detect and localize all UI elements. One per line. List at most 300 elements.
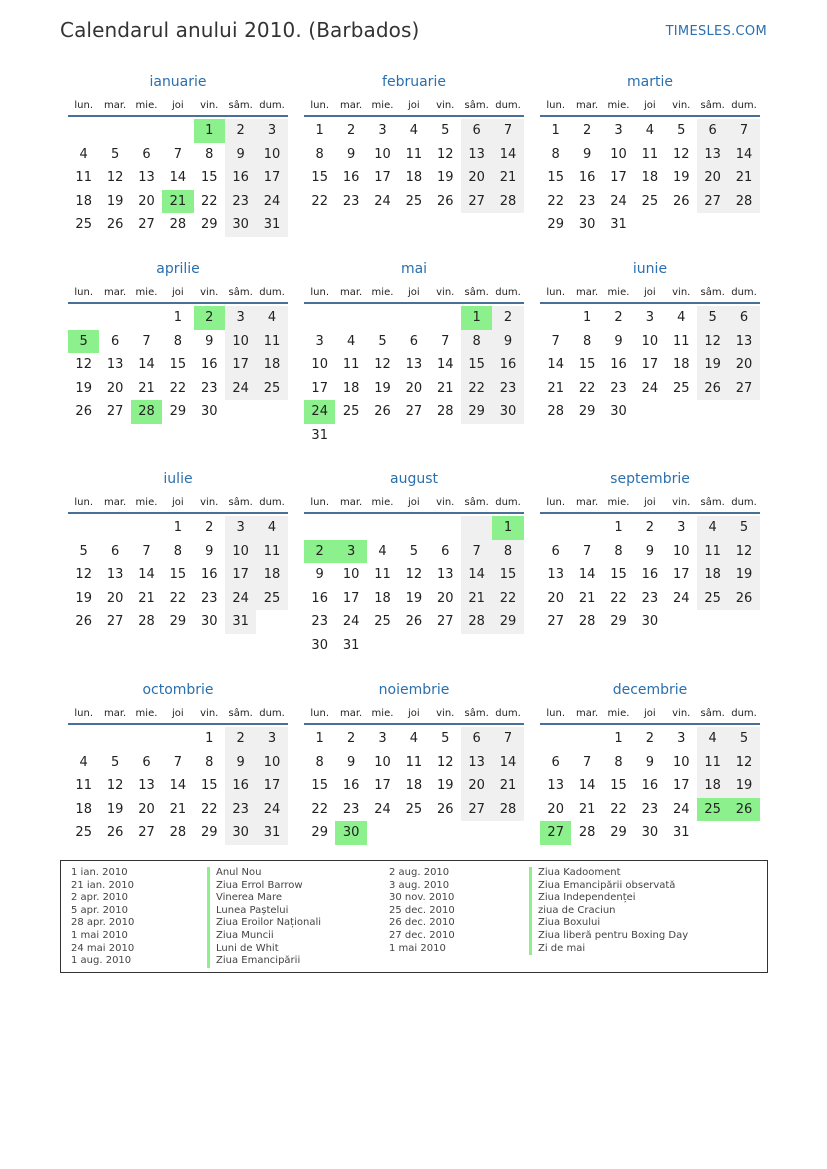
- day-cell[interactable]: 29: [610, 614, 627, 630]
- holiday-day-cell[interactable]: 2: [194, 306, 225, 330]
- holiday-day-cell[interactable]: 1: [194, 119, 225, 143]
- day-cell[interactable]: 11: [75, 778, 92, 794]
- day-cell[interactable]: 6: [551, 754, 560, 770]
- day-cell[interactable]: 9: [225, 751, 256, 775]
- day-cell[interactable]: 22: [547, 193, 564, 209]
- day-cell[interactable]: 3: [378, 123, 387, 138]
- day-cell[interactable]: 22: [200, 801, 218, 817]
- day-cell[interactable]: 29: [200, 825, 218, 841]
- day-cell[interactable]: 4: [79, 754, 88, 770]
- day-cell[interactable]: 20: [728, 353, 759, 377]
- day-cell[interactable]: 12: [697, 330, 728, 354]
- day-cell[interactable]: 30: [610, 404, 627, 420]
- day-cell[interactable]: 8: [173, 543, 182, 559]
- day-cell[interactable]: 6: [461, 119, 492, 143]
- day-cell[interactable]: 20: [461, 166, 492, 190]
- day-cell[interactable]: 10: [256, 751, 287, 775]
- day-cell[interactable]: 1: [173, 520, 182, 535]
- day-cell[interactable]: 14: [461, 563, 492, 587]
- day-cell[interactable]: 3: [225, 516, 256, 540]
- day-cell[interactable]: 30: [641, 825, 659, 841]
- day-cell[interactable]: 14: [436, 357, 454, 373]
- day-cell[interactable]: 25: [405, 193, 423, 209]
- day-cell[interactable]: 14: [578, 567, 596, 583]
- day-cell[interactable]: 21: [492, 166, 523, 190]
- holiday-day-cell[interactable]: 28: [131, 400, 162, 424]
- day-cell[interactable]: 6: [409, 333, 418, 349]
- day-cell[interactable]: 30: [200, 404, 218, 420]
- day-cell[interactable]: 3: [315, 333, 324, 349]
- day-cell[interactable]: 7: [173, 146, 182, 162]
- day-cell[interactable]: 6: [142, 754, 151, 770]
- day-cell[interactable]: 25: [641, 193, 659, 209]
- day-cell[interactable]: 20: [436, 590, 454, 606]
- day-cell[interactable]: 10: [342, 567, 360, 583]
- day-cell[interactable]: 12: [728, 540, 759, 564]
- day-cell[interactable]: 27: [106, 614, 124, 630]
- day-cell[interactable]: 22: [610, 801, 627, 817]
- day-cell[interactable]: 19: [75, 380, 92, 396]
- day-cell[interactable]: 26: [436, 801, 454, 817]
- day-cell[interactable]: 16: [225, 166, 256, 190]
- day-cell[interactable]: 8: [614, 754, 623, 770]
- day-cell[interactable]: 19: [374, 380, 391, 396]
- day-cell[interactable]: 15: [578, 357, 596, 373]
- day-cell[interactable]: 9: [205, 333, 214, 349]
- day-cell[interactable]: 26: [75, 614, 92, 630]
- day-cell[interactable]: 18: [672, 357, 690, 373]
- day-cell[interactable]: 31: [672, 825, 690, 841]
- day-cell[interactable]: 20: [547, 801, 564, 817]
- day-cell[interactable]: 16: [200, 357, 218, 373]
- holiday-day-cell[interactable]: 26: [728, 798, 759, 822]
- day-cell[interactable]: 29: [169, 614, 187, 630]
- day-cell[interactable]: 3: [378, 731, 387, 746]
- day-cell[interactable]: 14: [728, 143, 759, 167]
- day-cell[interactable]: 27: [728, 377, 759, 401]
- day-cell[interactable]: 22: [311, 193, 328, 209]
- day-cell[interactable]: 14: [169, 778, 187, 794]
- day-cell[interactable]: 15: [610, 778, 627, 794]
- day-cell[interactable]: 6: [728, 306, 759, 330]
- day-cell[interactable]: 13: [138, 778, 155, 794]
- day-cell[interactable]: 14: [169, 170, 187, 186]
- day-cell[interactable]: 10: [225, 330, 256, 354]
- day-cell[interactable]: 7: [551, 333, 560, 349]
- holiday-day-cell[interactable]: 1: [492, 516, 523, 540]
- day-cell[interactable]: 2: [346, 731, 356, 746]
- holiday-day-cell[interactable]: 25: [697, 798, 728, 822]
- day-cell[interactable]: 17: [225, 353, 256, 377]
- day-cell[interactable]: 26: [697, 377, 728, 401]
- day-cell[interactable]: 1: [315, 123, 324, 138]
- holiday-day-cell[interactable]: 30: [335, 821, 366, 845]
- holiday-day-cell[interactable]: 1: [461, 306, 492, 330]
- day-cell[interactable]: 10: [610, 146, 627, 162]
- day-cell[interactable]: 18: [641, 170, 659, 186]
- day-cell[interactable]: 25: [374, 614, 391, 630]
- day-cell[interactable]: 14: [578, 778, 596, 794]
- day-cell[interactable]: 20: [138, 801, 155, 817]
- day-cell[interactable]: 8: [492, 540, 523, 564]
- day-cell[interactable]: 17: [374, 778, 391, 794]
- day-cell[interactable]: 13: [138, 170, 155, 186]
- day-cell[interactable]: 11: [342, 357, 360, 373]
- day-cell[interactable]: 19: [405, 590, 423, 606]
- holiday-day-cell[interactable]: 3: [335, 540, 366, 564]
- day-cell[interactable]: 22: [311, 801, 328, 817]
- day-cell[interactable]: 8: [461, 330, 492, 354]
- day-cell[interactable]: 12: [75, 357, 92, 373]
- day-cell[interactable]: 5: [79, 543, 88, 559]
- day-cell[interactable]: 24: [256, 190, 287, 214]
- day-cell[interactable]: 16: [311, 590, 328, 606]
- day-cell[interactable]: 19: [728, 774, 759, 798]
- day-cell[interactable]: 16: [578, 170, 596, 186]
- day-cell[interactable]: 31: [256, 821, 287, 845]
- day-cell[interactable]: 21: [728, 166, 759, 190]
- day-cell[interactable]: 30: [200, 614, 218, 630]
- day-cell[interactable]: 5: [441, 123, 450, 138]
- day-cell[interactable]: 16: [641, 778, 659, 794]
- day-cell[interactable]: 11: [697, 751, 728, 775]
- day-cell[interactable]: 24: [672, 590, 690, 606]
- day-cell[interactable]: 2: [645, 520, 654, 535]
- day-cell[interactable]: 19: [106, 193, 124, 209]
- day-cell[interactable]: 22: [200, 193, 218, 209]
- day-cell[interactable]: 3: [614, 123, 623, 138]
- day-cell[interactable]: 10: [641, 333, 659, 349]
- day-cell[interactable]: 8: [315, 754, 324, 770]
- day-cell[interactable]: 4: [697, 516, 728, 540]
- day-cell[interactable]: 12: [106, 170, 124, 186]
- day-cell[interactable]: 9: [645, 543, 654, 559]
- day-cell[interactable]: 29: [311, 825, 328, 841]
- day-cell[interactable]: 23: [342, 801, 360, 817]
- day-cell[interactable]: 20: [547, 590, 564, 606]
- day-cell[interactable]: 30: [641, 614, 659, 630]
- day-cell[interactable]: 23: [200, 380, 218, 396]
- day-cell[interactable]: 28: [169, 217, 187, 233]
- day-cell[interactable]: 25: [405, 801, 423, 817]
- day-cell[interactable]: 18: [697, 563, 728, 587]
- day-cell[interactable]: 30: [225, 213, 256, 237]
- day-cell[interactable]: 6: [551, 543, 560, 559]
- day-cell[interactable]: 20: [461, 774, 492, 798]
- day-cell[interactable]: 15: [200, 778, 218, 794]
- day-cell[interactable]: 31: [311, 427, 328, 443]
- day-cell[interactable]: 8: [173, 333, 182, 349]
- day-cell[interactable]: 31: [610, 217, 627, 233]
- day-cell[interactable]: 10: [311, 357, 328, 373]
- day-cell[interactable]: 17: [641, 357, 659, 373]
- day-cell[interactable]: 1: [614, 731, 623, 746]
- day-cell[interactable]: 1: [551, 123, 560, 138]
- day-cell[interactable]: 18: [405, 170, 423, 186]
- day-cell[interactable]: 23: [641, 801, 659, 817]
- day-cell[interactable]: 23: [342, 193, 360, 209]
- day-cell[interactable]: 4: [256, 306, 287, 330]
- day-cell[interactable]: 8: [205, 146, 214, 162]
- day-cell[interactable]: 2: [225, 727, 256, 751]
- day-cell[interactable]: 6: [461, 727, 492, 751]
- day-cell[interactable]: 15: [169, 357, 187, 373]
- day-cell[interactable]: 6: [142, 146, 151, 162]
- day-cell[interactable]: 24: [374, 801, 391, 817]
- day-cell[interactable]: 21: [169, 801, 187, 817]
- day-cell[interactable]: 30: [492, 400, 523, 424]
- day-cell[interactable]: 27: [697, 190, 728, 214]
- day-cell[interactable]: 13: [436, 567, 454, 583]
- day-cell[interactable]: 2: [346, 123, 356, 138]
- day-cell[interactable]: 11: [256, 540, 287, 564]
- day-cell[interactable]: 19: [75, 590, 92, 606]
- holiday-day-cell[interactable]: 2: [304, 540, 335, 564]
- day-cell[interactable]: 26: [672, 193, 690, 209]
- day-cell[interactable]: 25: [697, 587, 728, 611]
- day-cell[interactable]: 4: [645, 123, 654, 138]
- day-cell[interactable]: 19: [697, 353, 728, 377]
- day-cell[interactable]: 14: [492, 751, 523, 775]
- day-cell[interactable]: 7: [582, 754, 592, 770]
- day-cell[interactable]: 6: [697, 119, 728, 143]
- day-cell[interactable]: 20: [138, 193, 155, 209]
- day-cell[interactable]: 10: [672, 754, 690, 770]
- day-cell[interactable]: 17: [342, 590, 360, 606]
- day-cell[interactable]: 3: [645, 310, 654, 325]
- holiday-day-cell[interactable]: 24: [304, 400, 335, 424]
- day-cell[interactable]: 3: [677, 520, 686, 535]
- day-cell[interactable]: 7: [461, 540, 492, 564]
- day-cell[interactable]: 5: [110, 146, 120, 162]
- day-cell[interactable]: 28: [492, 190, 523, 214]
- day-cell[interactable]: 9: [346, 146, 356, 162]
- day-cell[interactable]: 10: [225, 540, 256, 564]
- holiday-day-cell[interactable]: 21: [162, 190, 193, 214]
- day-cell[interactable]: 24: [342, 614, 360, 630]
- day-cell[interactable]: 20: [697, 166, 728, 190]
- day-cell[interactable]: 16: [492, 353, 523, 377]
- day-cell[interactable]: 27: [138, 217, 155, 233]
- day-cell[interactable]: 27: [138, 825, 155, 841]
- day-cell[interactable]: 5: [378, 333, 387, 349]
- day-cell[interactable]: 13: [405, 357, 423, 373]
- day-cell[interactable]: 9: [614, 333, 623, 349]
- day-cell[interactable]: 11: [405, 754, 423, 770]
- day-cell[interactable]: 31: [225, 610, 256, 634]
- day-cell[interactable]: 12: [436, 754, 454, 770]
- day-cell[interactable]: 26: [106, 825, 124, 841]
- day-cell[interactable]: 22: [492, 587, 523, 611]
- day-cell[interactable]: 1: [315, 731, 324, 746]
- day-cell[interactable]: 14: [138, 357, 155, 373]
- day-cell[interactable]: 1: [205, 731, 214, 746]
- holiday-day-cell[interactable]: 5: [68, 330, 99, 354]
- day-cell[interactable]: 22: [169, 590, 187, 606]
- day-cell[interactable]: 6: [110, 333, 120, 349]
- day-cell[interactable]: 18: [256, 353, 287, 377]
- day-cell[interactable]: 22: [610, 590, 627, 606]
- day-cell[interactable]: 15: [610, 567, 627, 583]
- day-cell[interactable]: 9: [315, 567, 324, 583]
- day-cell[interactable]: 14: [138, 567, 155, 583]
- day-cell[interactable]: 25: [75, 217, 92, 233]
- day-cell[interactable]: 28: [578, 614, 596, 630]
- day-cell[interactable]: 26: [75, 404, 92, 420]
- day-cell[interactable]: 18: [405, 778, 423, 794]
- day-cell[interactable]: 18: [75, 801, 92, 817]
- day-cell[interactable]: 22: [169, 380, 187, 396]
- day-cell[interactable]: 22: [578, 380, 596, 396]
- day-cell[interactable]: 30: [311, 637, 328, 653]
- day-cell[interactable]: 13: [547, 778, 564, 794]
- day-cell[interactable]: 2: [614, 310, 623, 325]
- day-cell[interactable]: 3: [256, 119, 287, 143]
- day-cell[interactable]: 21: [461, 587, 492, 611]
- day-cell[interactable]: 13: [547, 567, 564, 583]
- day-cell[interactable]: 26: [106, 217, 124, 233]
- day-cell[interactable]: 29: [492, 610, 523, 634]
- day-cell[interactable]: 3: [677, 731, 686, 746]
- day-cell[interactable]: 7: [441, 333, 450, 349]
- day-cell[interactable]: 23: [492, 377, 523, 401]
- day-cell[interactable]: 28: [436, 404, 454, 420]
- day-cell[interactable]: 15: [461, 353, 492, 377]
- day-cell[interactable]: 18: [374, 590, 391, 606]
- day-cell[interactable]: 28: [169, 825, 187, 841]
- day-cell[interactable]: 9: [205, 543, 214, 559]
- day-cell[interactable]: 15: [311, 170, 328, 186]
- day-cell[interactable]: 7: [582, 543, 592, 559]
- day-cell[interactable]: 30: [225, 821, 256, 845]
- day-cell[interactable]: 22: [461, 377, 492, 401]
- day-cell[interactable]: 17: [672, 778, 690, 794]
- site-link[interactable]: TIMESLES.COM: [665, 24, 767, 39]
- day-cell[interactable]: 13: [697, 143, 728, 167]
- day-cell[interactable]: 27: [461, 798, 492, 822]
- day-cell[interactable]: 24: [610, 193, 627, 209]
- day-cell[interactable]: 9: [225, 143, 256, 167]
- day-cell[interactable]: 10: [374, 146, 391, 162]
- day-cell[interactable]: 10: [256, 143, 287, 167]
- day-cell[interactable]: 4: [378, 543, 387, 559]
- day-cell[interactable]: 4: [346, 333, 356, 349]
- day-cell[interactable]: 12: [728, 751, 759, 775]
- day-cell[interactable]: 5: [677, 123, 686, 138]
- day-cell[interactable]: 7: [492, 727, 523, 751]
- day-cell[interactable]: 21: [578, 590, 596, 606]
- day-cell[interactable]: 23: [311, 614, 328, 630]
- day-cell[interactable]: 31: [342, 637, 360, 653]
- day-cell[interactable]: 3: [256, 727, 287, 751]
- day-cell[interactable]: 12: [106, 778, 124, 794]
- day-cell[interactable]: 19: [672, 170, 690, 186]
- day-cell[interactable]: 16: [641, 567, 659, 583]
- day-cell[interactable]: 11: [405, 146, 423, 162]
- day-cell[interactable]: 12: [436, 146, 454, 162]
- day-cell[interactable]: 21: [436, 380, 454, 396]
- day-cell[interactable]: 23: [578, 193, 596, 209]
- day-cell[interactable]: 4: [409, 731, 418, 746]
- day-cell[interactable]: 23: [225, 798, 256, 822]
- day-cell[interactable]: 9: [346, 754, 356, 770]
- day-cell[interactable]: 21: [138, 590, 155, 606]
- day-cell[interactable]: 27: [405, 404, 423, 420]
- day-cell[interactable]: 28: [728, 190, 759, 214]
- day-cell[interactable]: 4: [79, 146, 88, 162]
- day-cell[interactable]: 26: [405, 614, 423, 630]
- day-cell[interactable]: 30: [578, 217, 596, 233]
- day-cell[interactable]: 16: [225, 774, 256, 798]
- day-cell[interactable]: 15: [169, 567, 187, 583]
- day-cell[interactable]: 28: [461, 610, 492, 634]
- day-cell[interactable]: 28: [492, 798, 523, 822]
- day-cell[interactable]: 8: [614, 543, 623, 559]
- day-cell[interactable]: 4: [409, 123, 418, 138]
- day-cell[interactable]: 7: [142, 543, 151, 559]
- day-cell[interactable]: 19: [436, 170, 454, 186]
- day-cell[interactable]: 21: [547, 380, 564, 396]
- day-cell[interactable]: 11: [697, 540, 728, 564]
- day-cell[interactable]: 9: [645, 754, 654, 770]
- day-cell[interactable]: 13: [106, 567, 124, 583]
- day-cell[interactable]: 2: [582, 123, 592, 138]
- day-cell[interactable]: 9: [492, 330, 523, 354]
- day-cell[interactable]: 25: [75, 825, 92, 841]
- day-cell[interactable]: 26: [728, 587, 759, 611]
- day-cell[interactable]: 17: [672, 567, 690, 583]
- day-cell[interactable]: 11: [75, 170, 92, 186]
- day-cell[interactable]: 21: [138, 380, 155, 396]
- day-cell[interactable]: 12: [672, 146, 690, 162]
- day-cell[interactable]: 15: [492, 563, 523, 587]
- day-cell[interactable]: 1: [173, 310, 182, 325]
- day-cell[interactable]: 17: [311, 380, 328, 396]
- day-cell[interactable]: 21: [578, 801, 596, 817]
- day-cell[interactable]: 14: [547, 357, 564, 373]
- day-cell[interactable]: 29: [610, 825, 627, 841]
- day-cell[interactable]: 5: [110, 754, 120, 770]
- day-cell[interactable]: 12: [374, 357, 391, 373]
- day-cell[interactable]: 28: [578, 825, 596, 841]
- day-cell[interactable]: 29: [461, 400, 492, 424]
- day-cell[interactable]: 15: [311, 778, 328, 794]
- day-cell[interactable]: 24: [374, 193, 391, 209]
- day-cell[interactable]: 2: [645, 731, 654, 746]
- day-cell[interactable]: 26: [436, 193, 454, 209]
- day-cell[interactable]: 13: [728, 330, 759, 354]
- day-cell[interactable]: 17: [256, 774, 287, 798]
- day-cell[interactable]: 29: [547, 217, 564, 233]
- day-cell[interactable]: 13: [106, 357, 124, 373]
- day-cell[interactable]: 13: [461, 143, 492, 167]
- day-cell[interactable]: 18: [256, 563, 287, 587]
- day-cell[interactable]: 18: [342, 380, 360, 396]
- day-cell[interactable]: 6: [110, 543, 120, 559]
- day-cell[interactable]: 11: [256, 330, 287, 354]
- day-cell[interactable]: 27: [436, 614, 454, 630]
- day-cell[interactable]: 17: [225, 563, 256, 587]
- day-cell[interactable]: 25: [672, 380, 690, 396]
- day-cell[interactable]: 25: [342, 404, 360, 420]
- day-cell[interactable]: 7: [173, 754, 182, 770]
- day-cell[interactable]: 7: [492, 119, 523, 143]
- day-cell[interactable]: 1: [582, 310, 592, 325]
- day-cell[interactable]: 23: [200, 590, 218, 606]
- day-cell[interactable]: 23: [610, 380, 627, 396]
- day-cell[interactable]: 12: [405, 567, 423, 583]
- day-cell[interactable]: 28: [138, 614, 155, 630]
